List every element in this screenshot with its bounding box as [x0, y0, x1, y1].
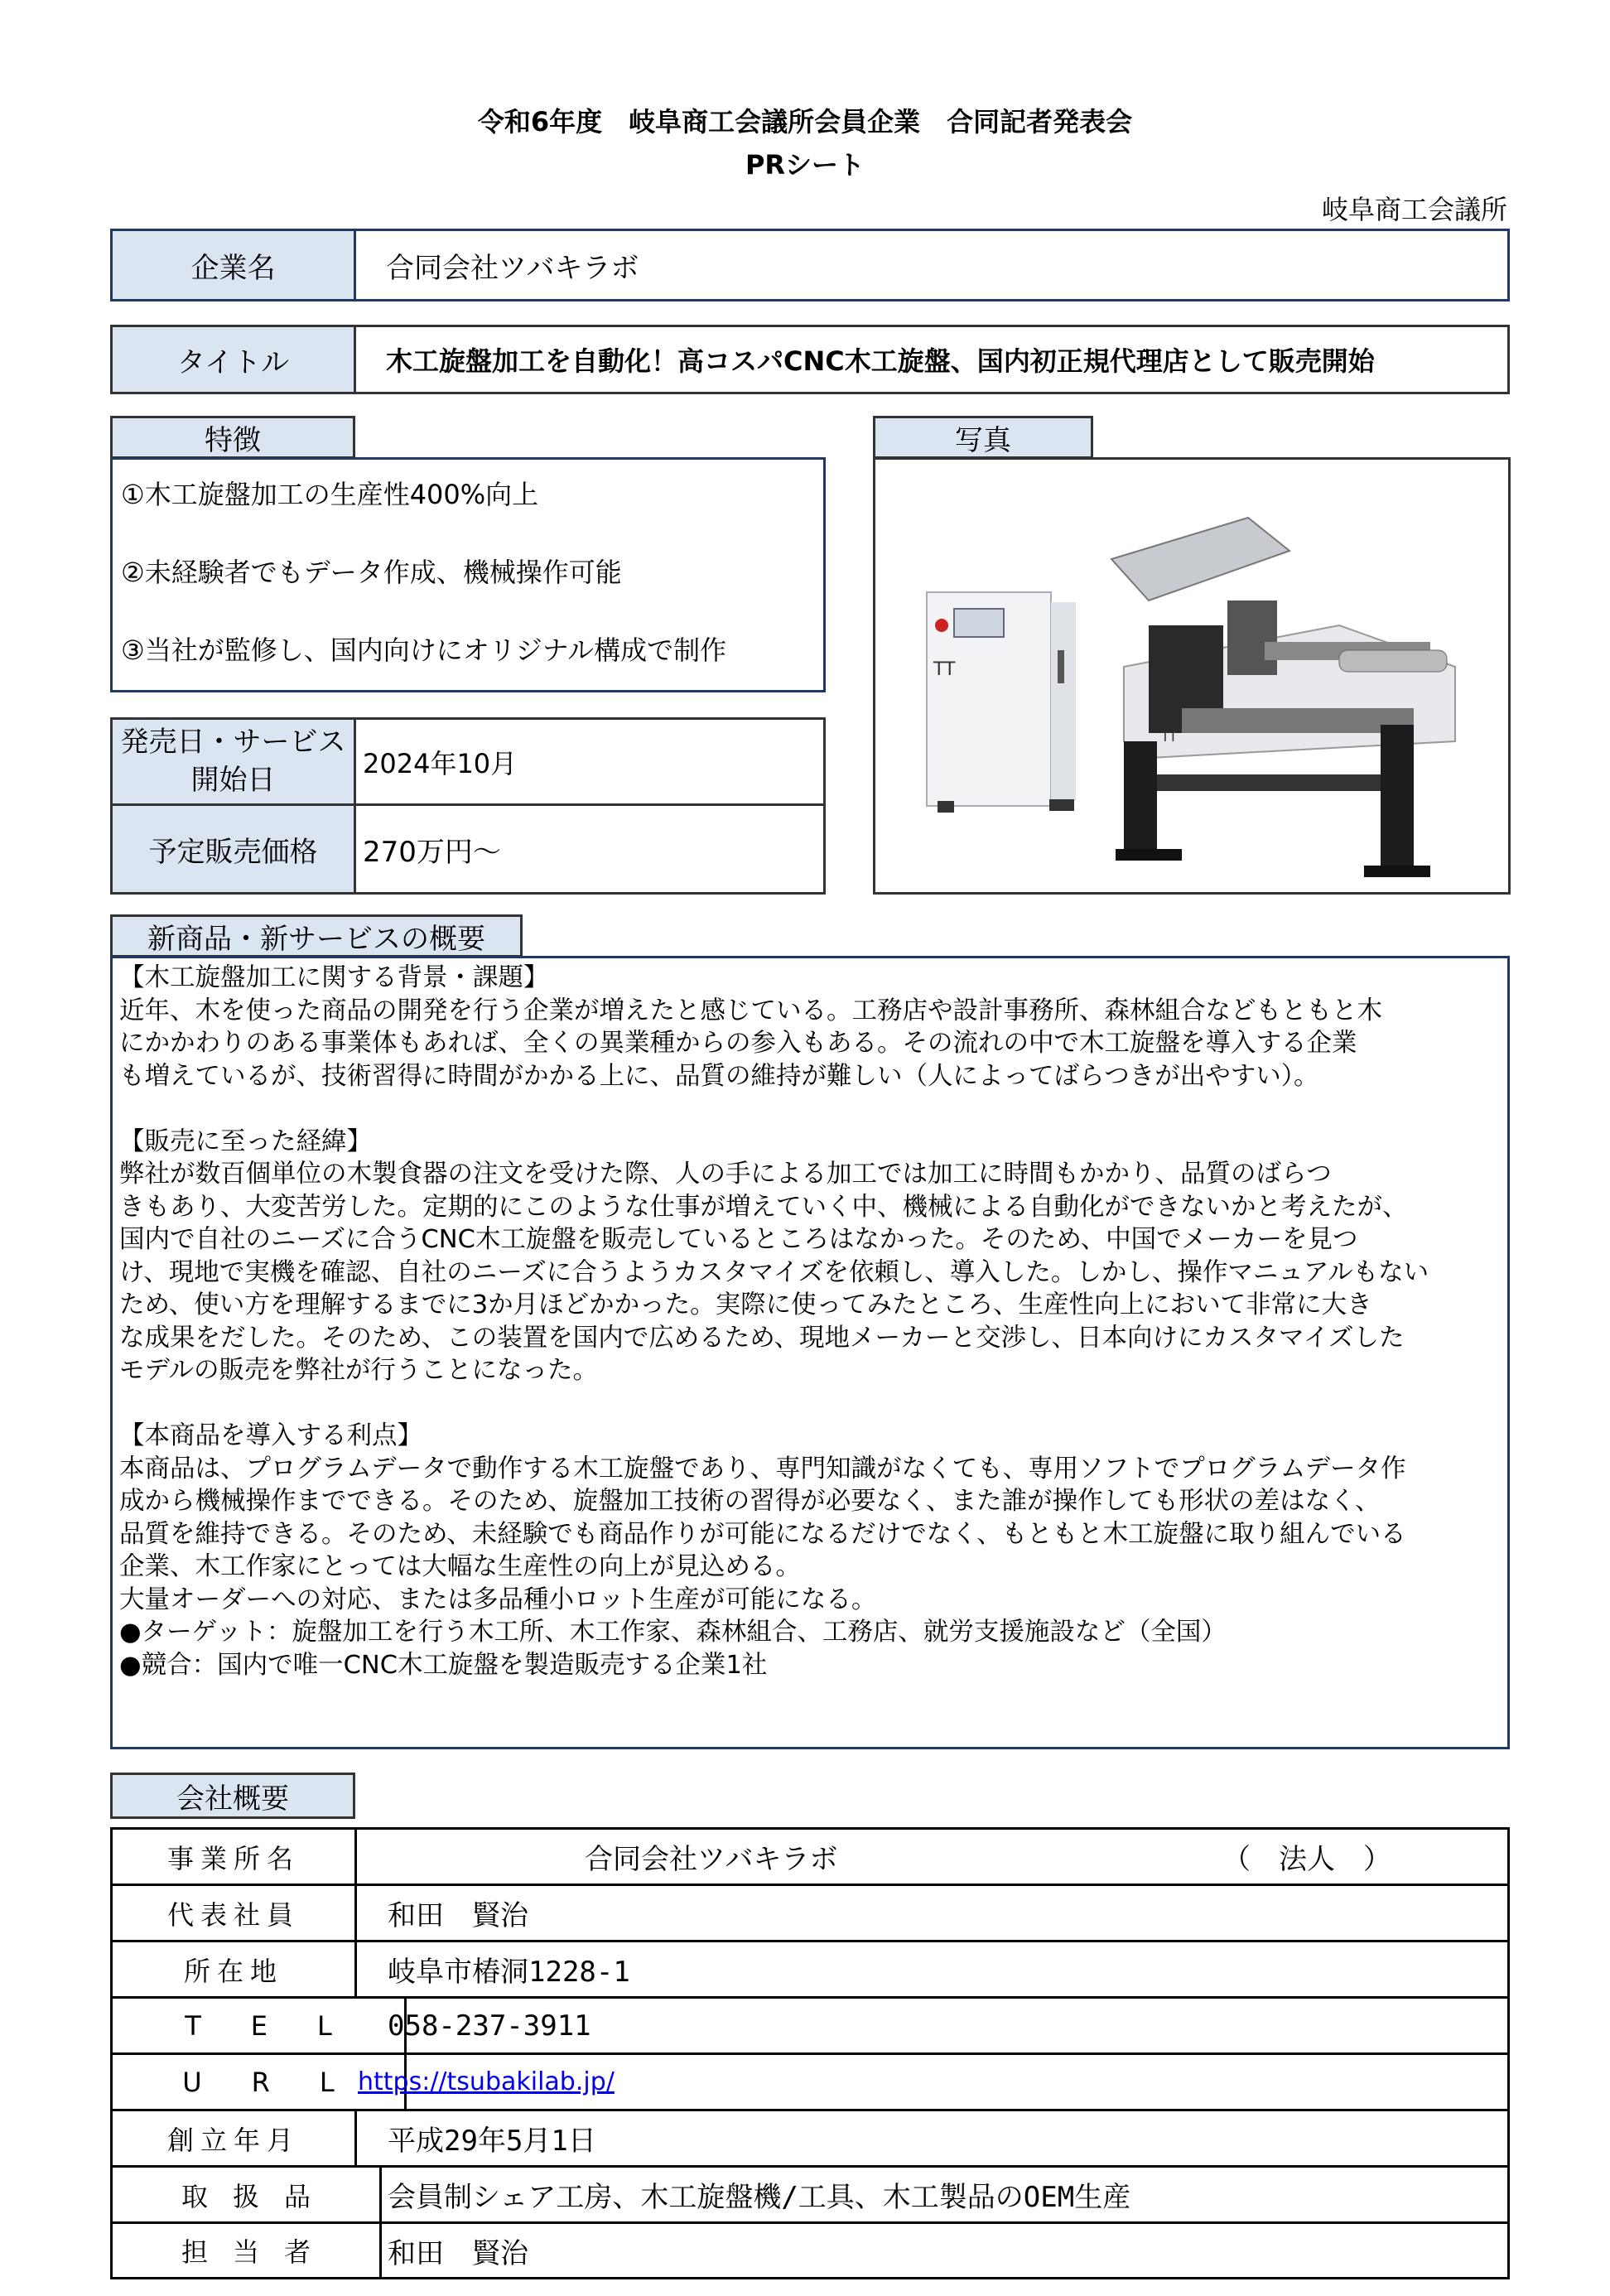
profile-label: 創立年月: [113, 2111, 357, 2165]
profile-entity-type: （ 法人 ）: [1222, 1843, 1391, 1876]
profile-label: 代表社員: [113, 1886, 357, 1940]
overview-line: ため、使い方を理解するまでに3か月ほどかかった。実際に使ってみたところ、生産性向上において非常に大き: [119, 1290, 1372, 1319]
website-link[interactable]: https://tsubakilab.jp/: [358, 2067, 615, 2096]
overview-box: [110, 956, 1510, 1749]
overview-tab: 新商品・新サービスの概要: [110, 914, 523, 957]
overview-line: にかかわりのある事業体もあれば、全くの異業種からの参入もある。その流れの中で木工旋盤を導入する企業: [119, 1029, 1357, 1058]
overview-line: [119, 1093, 1501, 1126]
overview-line: 近年、木を使った商品の開発を行う企業が増えたと感じている。工務店や設計事務所、森林組合などもともと木: [119, 996, 1382, 1025]
profile-row-founded: [113, 2111, 1507, 2168]
overview-line: 弊社が数百個単位の木製食器の注文を受けた際、人の手による加工では加工に時間もかかり、品質のばらつ: [119, 1160, 1332, 1189]
feature-item: ③当社が監修し、国内向けにオリジナル構成で制作: [121, 634, 727, 666]
company-profile-tab: 会社概要: [110, 1773, 355, 1819]
photo-frame: [873, 457, 1511, 895]
overview-line: きもあり、大変苦労した。定期的にこのような仕事が増えていく中、機械による自動化ができないかと考えたが、: [119, 1192, 1408, 1222]
overview-line: 大量オーダーへの対応、または多品種小ロット生産が可能になる。: [119, 1585, 877, 1614]
profile-label: 取扱品: [113, 2168, 382, 2221]
price-label: 予定販売価格: [113, 806, 356, 892]
profile-value-url: [358, 2055, 615, 2109]
features-tab: 特徴: [110, 416, 355, 459]
profile-row-address: [113, 1942, 1507, 1999]
cnc-lathe-illustration: [875, 460, 1508, 892]
photo-tab: 写真: [873, 416, 1093, 459]
overview-line: ●競合：国内で唯一CNC木工旋盤を製造販売する企業1社: [119, 1650, 768, 1680]
overview-line: 【販売に至った経緯】: [119, 1126, 372, 1156]
overview-line: な成果をだした。そのため、この装置を国内で広めるため、現地メーカーと交渉し、日本向けにカスタマイズした: [119, 1323, 1405, 1353]
profile-label: TEL: [113, 1999, 407, 2052]
org-name: 岐阜商工会議所: [1321, 194, 1507, 225]
profile-value: 岐阜市椿洞1228-1: [388, 1956, 630, 1989]
header-line2: PRシート: [745, 149, 865, 181]
overview-line: 国内で自社のニーズに合うCNC木工旋盤を販売しているところはなかった。そのため、中国でメーカーを見つ: [119, 1225, 1358, 1254]
price-value: 270万円～: [363, 835, 501, 869]
release-value: 2024年10月: [356, 720, 823, 806]
overview-line: ●ターゲット：旋盤加工を行う木工所、木工作家、森林組合、工務店、就労支援施設など（全国）: [119, 1618, 1227, 1647]
profile-row-contact: [113, 2224, 1507, 2277]
overview-line: 品質を維持できる。そのため、未経験でも商品作りが可能になるだけでなく、もともと木工旋盤に取り組んでいる: [119, 1519, 1406, 1549]
svg-text:TT: TT: [933, 659, 956, 680]
profile-row-rep: [113, 1886, 1507, 1942]
profile-row-tel: [113, 1999, 1507, 2055]
company-row: [110, 229, 1510, 301]
release-label-line1: 発売日・サービス: [120, 726, 346, 759]
company-label: 企業名: [113, 231, 356, 299]
profile-value: 会員制シェア工房、木工旋盤機/工具、木工製品のOEM生産: [388, 2181, 1131, 2214]
overview-line: 成から機械操作までできる。そのため、旋盤加工技術の習得が必要なく、また誰が操作しても形状の差はなく、: [119, 1487, 1381, 1516]
overview-line: モデルの販売を弊社が行うことになった。: [119, 1356, 598, 1385]
feature-item: ②未経験者でもデータ作成、機械操作可能: [121, 557, 622, 588]
profile-row-office: [113, 1830, 1507, 1886]
profile-label: URL: [113, 2055, 407, 2109]
overview-line: け、現地で実機を確認、自社のニーズに合うようカスタマイズを依頼し、導入した。しかし、操作マニュアルもない: [119, 1257, 1429, 1287]
profile-row-products: [113, 2168, 1507, 2224]
header-line1: 令和6年度 岐阜商工会議所会員企業 合同記者発表会: [477, 106, 1133, 137]
profile-row-url: [113, 2055, 1507, 2111]
profile-label: 担当者: [113, 2224, 382, 2277]
title-label: タイトル: [113, 327, 356, 392]
profile-label: 事業所名: [113, 1830, 357, 1884]
release-label: [113, 720, 356, 806]
release-price-table: [110, 717, 826, 895]
overview-line: 本商品は、プログラムデータで動作する木工旋盤であり、専門知識がなくても、専用ソフトでプログラムデータ作: [119, 1454, 1406, 1483]
profile-value: 058-237-3911: [388, 2009, 591, 2043]
overview-line: 【本商品を導入する利点】: [119, 1421, 422, 1450]
overview-line: 【木工旋盤加工に関する背景・課題】: [119, 963, 549, 992]
overview-line: [119, 1387, 1501, 1421]
profile-value-office: 合同会社ツバキラボ: [585, 1843, 838, 1876]
features-box: [110, 457, 826, 692]
overview-line: 企業、木工作家にとっては大幅な生産性の向上が見込める。: [119, 1552, 801, 1581]
company-profile-table: [110, 1827, 1510, 2279]
profile-value: 和田 賢治: [388, 2236, 528, 2270]
company-value: 合同会社ツバキラボ: [386, 251, 639, 285]
profile-value: 和田 賢治: [388, 1899, 528, 1932]
svg-text:TT: TT: [1161, 729, 1178, 745]
overview-line: も増えているが、技術習得に時間がかかる上に、品質の維持が難しい（人によってばらつきが出やすい）。: [119, 1061, 1319, 1091]
title-value: 木工旋盤加工を自動化！高コスパCNC木工旋盤、国内初正規代理店として販売開始: [386, 345, 1375, 377]
feature-item: ①木工旋盤加工の生産性400%向上: [121, 479, 539, 510]
profile-value: 平成29年5月1日: [388, 2125, 596, 2158]
profile-label: 所在地: [113, 1942, 357, 1996]
title-row: [110, 325, 1510, 394]
overview-text: [113, 958, 1507, 1681]
release-label-line2: 開始日: [190, 764, 276, 797]
